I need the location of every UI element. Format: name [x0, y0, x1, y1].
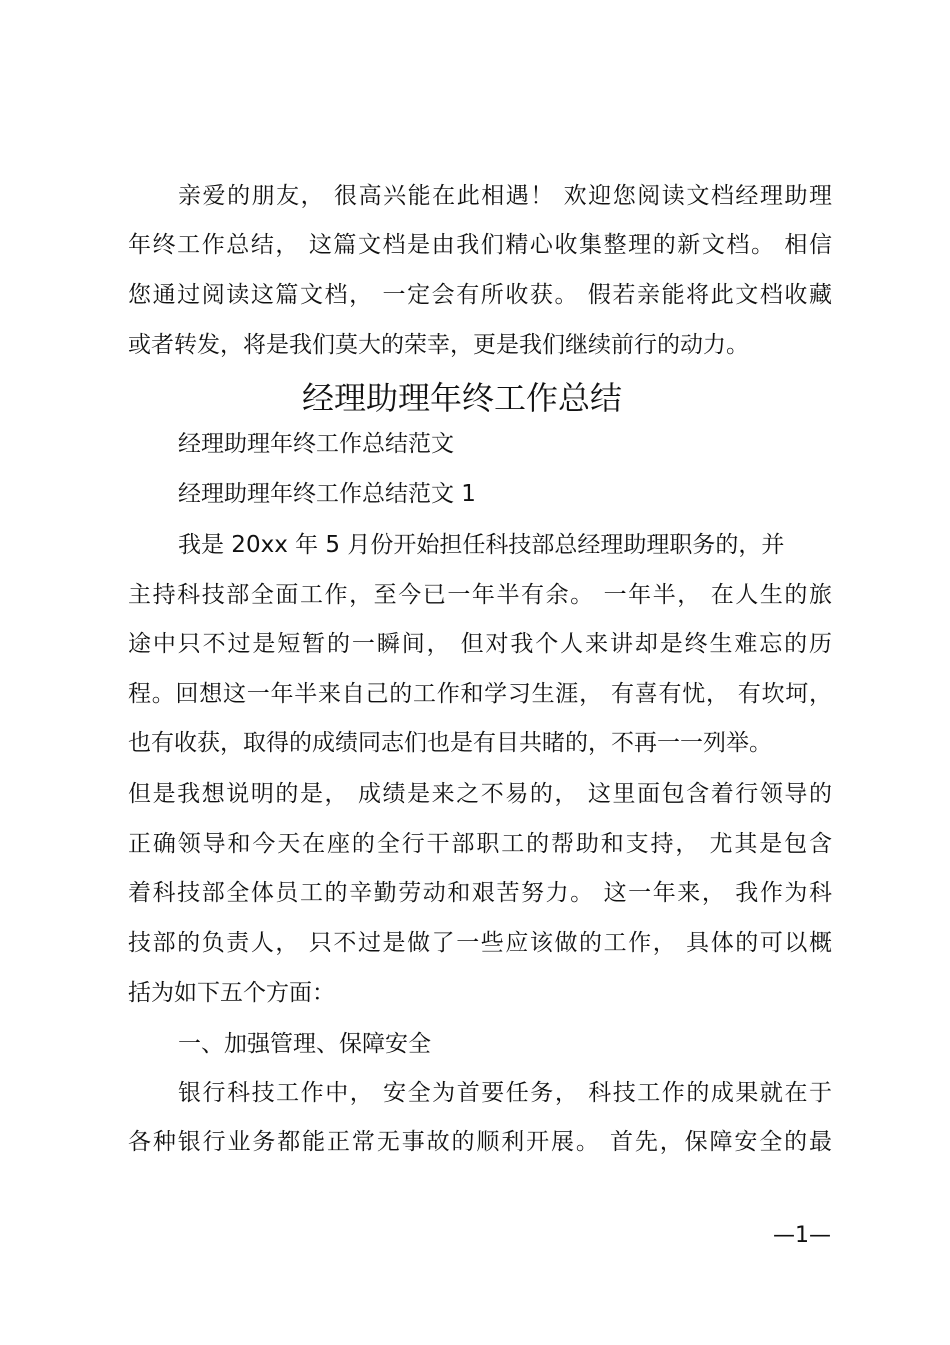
- para1-line-10: 括为如下五个方面：: [128, 980, 335, 1006]
- section-heading: 一、加强管理、保障安全: [178, 1031, 431, 1057]
- page-number: —1—: [773, 1223, 831, 1248]
- subtitle-1: 经理助理年终工作总结范文: [178, 431, 454, 457]
- para1-line-4: 程。回想这一年半来自己的工作和学习生涯， 有喜有忧， 有坎坷，: [128, 681, 832, 707]
- para1-line-1: 我是 20xx 年 5 月份开始担任科技部总经理助理职务的，并: [178, 532, 785, 558]
- para1-line-6: 但是我想说明的是， 成绩是来之不易的， 这里面包含着行领导的: [128, 781, 832, 807]
- intro-line-2: 年终工作总结， 这篇文档是由我们精心收集整理的新文档。 相信: [128, 232, 832, 258]
- para1-line-9: 技部的负责人， 只不过是做了一些应该做的工作， 具体的可以概: [128, 930, 832, 956]
- para1-line-2: 主持科技部全面工作，至今已一年半有余。 一年半， 在人生的旅: [128, 582, 832, 608]
- intro-line-4: 或者转发，将是我们莫大的荣幸，更是我们继续前行的动力。: [128, 332, 749, 358]
- intro-line-3: 您通过阅读这篇文档， 一定会有所收获。 假若亲能将此文档收藏: [128, 282, 832, 308]
- para2-line-2: 各种银行业务都能正常无事故的顺利开展。 首先，保障安全的最: [128, 1129, 832, 1155]
- subtitle-2: 经理助理年终工作总结范文 1: [178, 481, 476, 507]
- para1-line-3: 途中只不过是短暂的一瞬间， 但对我个人来讲却是终生难忘的历: [128, 631, 832, 657]
- para1-line-7: 正确领导和今天在座的全行干部职工的帮助和支持， 尤其是包含: [128, 831, 832, 857]
- para2-line-1: 银行科技工作中， 安全为首要任务， 科技工作的成果就在于: [178, 1080, 832, 1106]
- para1-line-8: 着科技部全体员工的辛勤劳动和艰苦努力。 这一年来， 我作为科: [128, 880, 832, 906]
- para1-line-5: 也有收获，取得的成绩同志们也是有目共睹的，不再一一列举。: [128, 730, 772, 756]
- intro-line-1: 亲爱的朋友， 很高兴能在此相遇！ 欢迎您阅读文档经理助理: [178, 183, 832, 209]
- document-title: 经理助理年终工作总结: [301, 379, 622, 417]
